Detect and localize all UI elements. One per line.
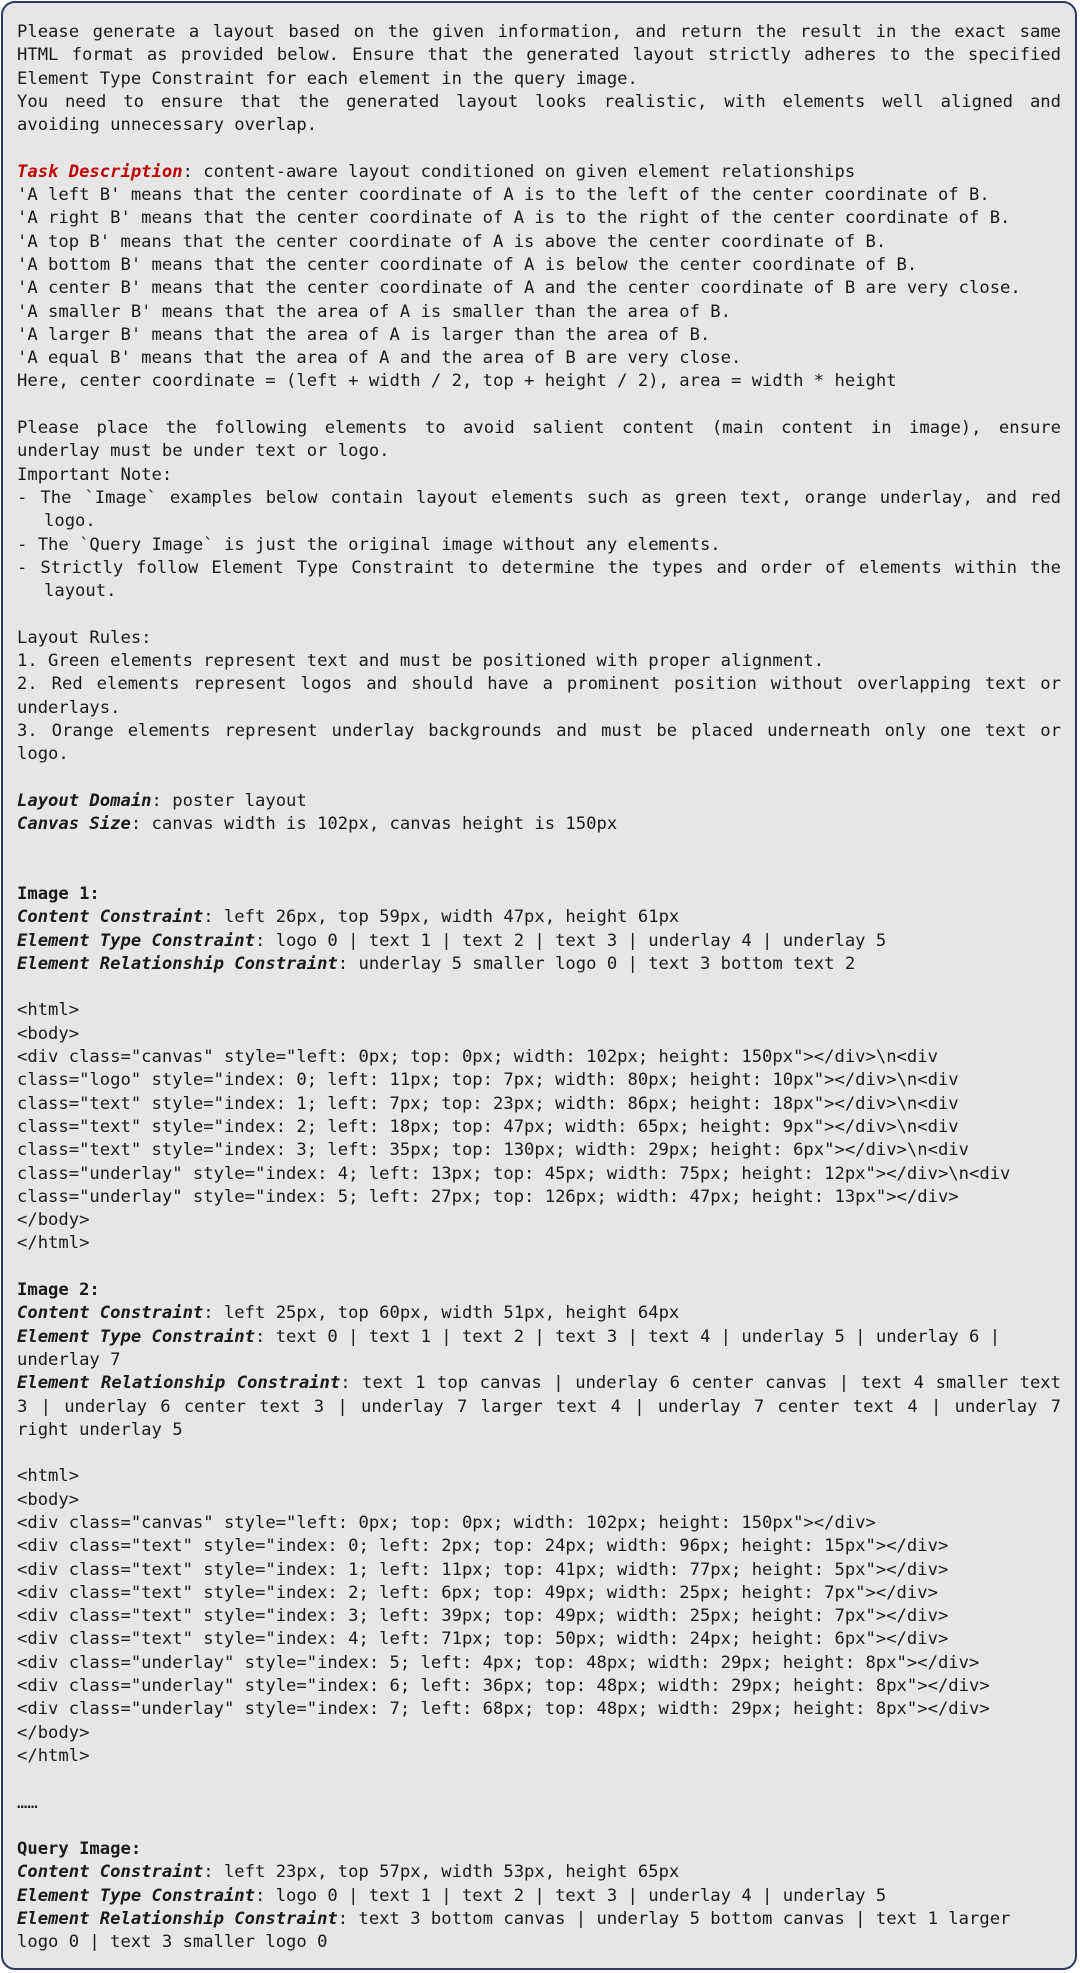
code-line: class="text" style="index: 1; left: 7px; top: 23px; width: 86px; height: 18px"></div>\n<div xyxy=(17,1093,959,1114)
layout-rule: 3. Orange elements represent underlay backgrounds and must be placed underneath only one text or logo. xyxy=(17,720,1072,765)
relationship-constraint-value: : text 1 top canvas | underlay 6 center canvas | text 4 smaller text 3 | underlay 6 center text 3 | underlay 7 larger text 4 | underlay 7 center text 4 | underlay 7 right underlay 5 xyxy=(17,1373,1072,1440)
code-line: <div class="text" style="index: 4; left: 71px; top: 50px; width: 24px; height: 6px"></div> xyxy=(17,1629,949,1650)
image-2-content-constraint xyxy=(17,1302,1061,1325)
task-description-value: : content-aware layout conditioned on given element relationships xyxy=(182,161,856,182)
relationship-constraint-label: Element Relationship Constraint xyxy=(17,953,338,974)
content-constraint-value: : left 25px, top 60px, width 51px, height 64px xyxy=(203,1303,680,1324)
relationship-constraint-value: : underlay 5 smaller logo 0 | text 3 bottom text 2 xyxy=(337,953,856,974)
layout-rule: 1. Green elements represent text and must be positioned with proper alignment. xyxy=(17,651,825,672)
type-constraint-value: : logo 0 | text 1 | text 2 | text 3 | underlay 4 | underlay 5 xyxy=(255,1885,887,1906)
code-line: <div class="canvas" style="left: 0px; top: 0px; width: 102px; height: 150px"></div> xyxy=(17,1513,876,1533)
code-line: <div class="text" style="index: 2; left: 6px; top: 49px; width: 25px; height: 7px"></div> xyxy=(17,1582,938,1603)
ellipsis: …… xyxy=(17,1792,38,1813)
layout-rule: 2. Red elements represent logos and should have a prominent position without overlapping text or underlays. xyxy=(17,674,1072,718)
code-line: <div class="canvas" style="left: 0px; top: 0px; width: 102px; height: 150px"></div>\n<div xyxy=(17,1047,938,1068)
image-2-relationship-constraint xyxy=(17,1372,1072,1442)
content-constraint-value: : left 26px, top 59px, width 47px, height 61px xyxy=(203,907,680,928)
canvas-size-label: Canvas Size xyxy=(17,814,131,835)
image-1-type-constraint xyxy=(17,930,1061,953)
code-line: class="underlay" style="index: 5; left: 27px; top: 126px; width: 47px; height: 13px"></div> xyxy=(17,1186,959,1207)
code-line: class="text" style="index: 2; left: 18px; top: 47px; width: 65px; height: 9px"></div>\n<div xyxy=(17,1116,959,1137)
type-constraint-label: Element Type Constraint xyxy=(17,1885,255,1906)
note-item: - The `Image` examples below contain layout elements such as green text, orange underlay, and red logo. xyxy=(17,487,1072,532)
definition-smaller: 'A smaller B' means that the area of A is smaller than the area of B. xyxy=(17,301,731,322)
code-line: </body> xyxy=(17,1722,90,1743)
code-line: <div class="text" style="index: 1; left: 11px; top: 41px; width: 77px; height: 5px"></div> xyxy=(17,1559,949,1580)
layout-domain-value: : poster layout xyxy=(151,790,307,811)
intro-paragraph-1: Please generate a layout based on the given information, and return the result in the exact same HTML format as provided below. Ensure that the generated layout strictly adheres to the specified Element Type Constraint for each element in the query image. xyxy=(17,22,1072,89)
code-line: </html> xyxy=(17,1745,90,1766)
definition-bottom: 'A bottom B' means that the center coordinate of A is below the center coordinate of B. xyxy=(17,254,918,275)
layout-domain-label: Layout Domain xyxy=(17,790,152,811)
content-constraint-label: Content Constraint xyxy=(17,1862,204,1883)
query-relationship-constraint xyxy=(17,1908,1061,1955)
definition-left: 'A left B' means that the center coordinate of A is to the left of the center coordinate of B. xyxy=(17,185,990,206)
relationship-constraint-label: Element Relationship Constraint xyxy=(17,1909,338,1930)
note-item: - The `Query Image` is just the original image without any elements. xyxy=(17,534,721,555)
definition-equal: 'A equal B' means that the area of A and the area of B are very close. xyxy=(17,348,742,369)
definition-top: 'A top B' means that the center coordinate of A is above the center coordinate of B. xyxy=(17,231,887,252)
code-line: <div class="text" style="index: 3; left: 39px; top: 49px; width: 25px; height: 7px"></div> xyxy=(17,1606,949,1627)
layout-domain xyxy=(17,790,1061,813)
prompt-panel xyxy=(1,1,1077,1970)
query-content-constraint xyxy=(17,1861,1061,1884)
type-constraint-value: : logo 0 | text 1 | text 2 | text 3 | underlay 4 | underlay 5 xyxy=(255,930,887,951)
code-line: class="text" style="index: 3; left: 35px; top: 130px; width: 29px; height: 6px"></div>\n<div xyxy=(17,1140,969,1161)
type-constraint-label: Element Type Constraint xyxy=(17,930,255,951)
content-constraint-label: Content Constraint xyxy=(17,1303,204,1324)
important-note-title: Important Note: xyxy=(17,464,173,485)
code-line: <body> xyxy=(17,1023,80,1044)
layout-rules-title: Layout Rules: xyxy=(17,627,152,648)
relationship-constraint-label: Element Relationship Constraint xyxy=(17,1373,341,1394)
code-line: <html> xyxy=(17,1000,80,1021)
code-line: <div class="underlay" style="index: 6; left: 36px; top: 48px; width: 29px; height: 8px"></div> xyxy=(17,1676,990,1697)
task-description xyxy=(17,161,1061,184)
query-image-title: Query Image: xyxy=(17,1839,142,1860)
note-item: - Strictly follow Element Type Constraint to determine the types and order of elements within the layout. xyxy=(17,557,1072,602)
image-1-relationship-constraint xyxy=(17,953,1061,976)
image-1-title: Image 1: xyxy=(17,883,100,904)
relationship-constraint-value: : text 3 bottom canvas | underlay 5 bottom canvas | text 1 larger logo 0 | text 3 smaller logo 0 xyxy=(17,1909,1021,1953)
code-line: </html> xyxy=(17,1233,90,1254)
content-constraint-value: : left 23px, top 57px, width 53px, height 65px xyxy=(203,1862,680,1883)
intro-paragraph-2: You need to ensure that the generated layout looks realistic, with elements well aligned and avoiding unnecessary overlap. xyxy=(17,91,1072,136)
image-2-type-constraint xyxy=(17,1326,1061,1373)
canvas-size xyxy=(17,813,1061,836)
definition-right: 'A right B' means that the center coordinate of A is to the right of the center coordinate of B. xyxy=(17,208,1011,229)
code-line: <body> xyxy=(17,1489,80,1510)
code-line: class="underlay" style="index: 4; left: 13px; top: 45px; width: 75px; height: 12px"></div>\n<div xyxy=(17,1163,1011,1184)
code-line: <div class="underlay" style="index: 7; left: 68px; top: 48px; width: 29px; height: 8px"></div> xyxy=(17,1699,990,1720)
query-type-constraint xyxy=(17,1885,1061,1908)
code-line: <div class="underlay" style="index: 5; left: 4px; top: 48px; width: 29px; height: 8px"></div> xyxy=(17,1652,980,1673)
code-line: <html> xyxy=(17,1466,80,1487)
task-description-label: Task Description xyxy=(17,161,183,182)
type-constraint-value: : text 0 | text 1 | text 2 | text 3 | text 4 | underlay 5 | underlay 6 | underlay 7 xyxy=(17,1326,1011,1370)
image-2-title: Image 2: xyxy=(17,1280,100,1301)
definition-formula: Here, center coordinate = (left + width / 2, top + height / 2), area = width * height xyxy=(17,371,897,392)
code-line: <div class="text" style="index: 0; left: 2px; top: 24px; width: 96px; height: 15px"></div> xyxy=(17,1536,949,1557)
code-line: class="logo" style="index: 0; left: 11px; top: 7px; width: 80px; height: 10px"></div>\n<div xyxy=(17,1070,959,1091)
placement-instruction: Please place the following elements to avoid salient content (main content in image), ensure underlay must be under text or logo. xyxy=(17,418,1072,462)
type-constraint-label: Element Type Constraint xyxy=(17,1326,255,1347)
definition-center: 'A center B' means that the center coordinate of A and the center coordinate of B are very close. xyxy=(17,278,1021,299)
content-constraint-label: Content Constraint xyxy=(17,907,204,928)
definition-larger: 'A larger B' means that the area of A is larger than the area of B. xyxy=(17,324,711,345)
canvas-size-value: : canvas width is 102px, canvas height is 150px xyxy=(130,814,618,835)
image-1-content-constraint xyxy=(17,906,1061,929)
code-line: </body> xyxy=(17,1210,90,1231)
